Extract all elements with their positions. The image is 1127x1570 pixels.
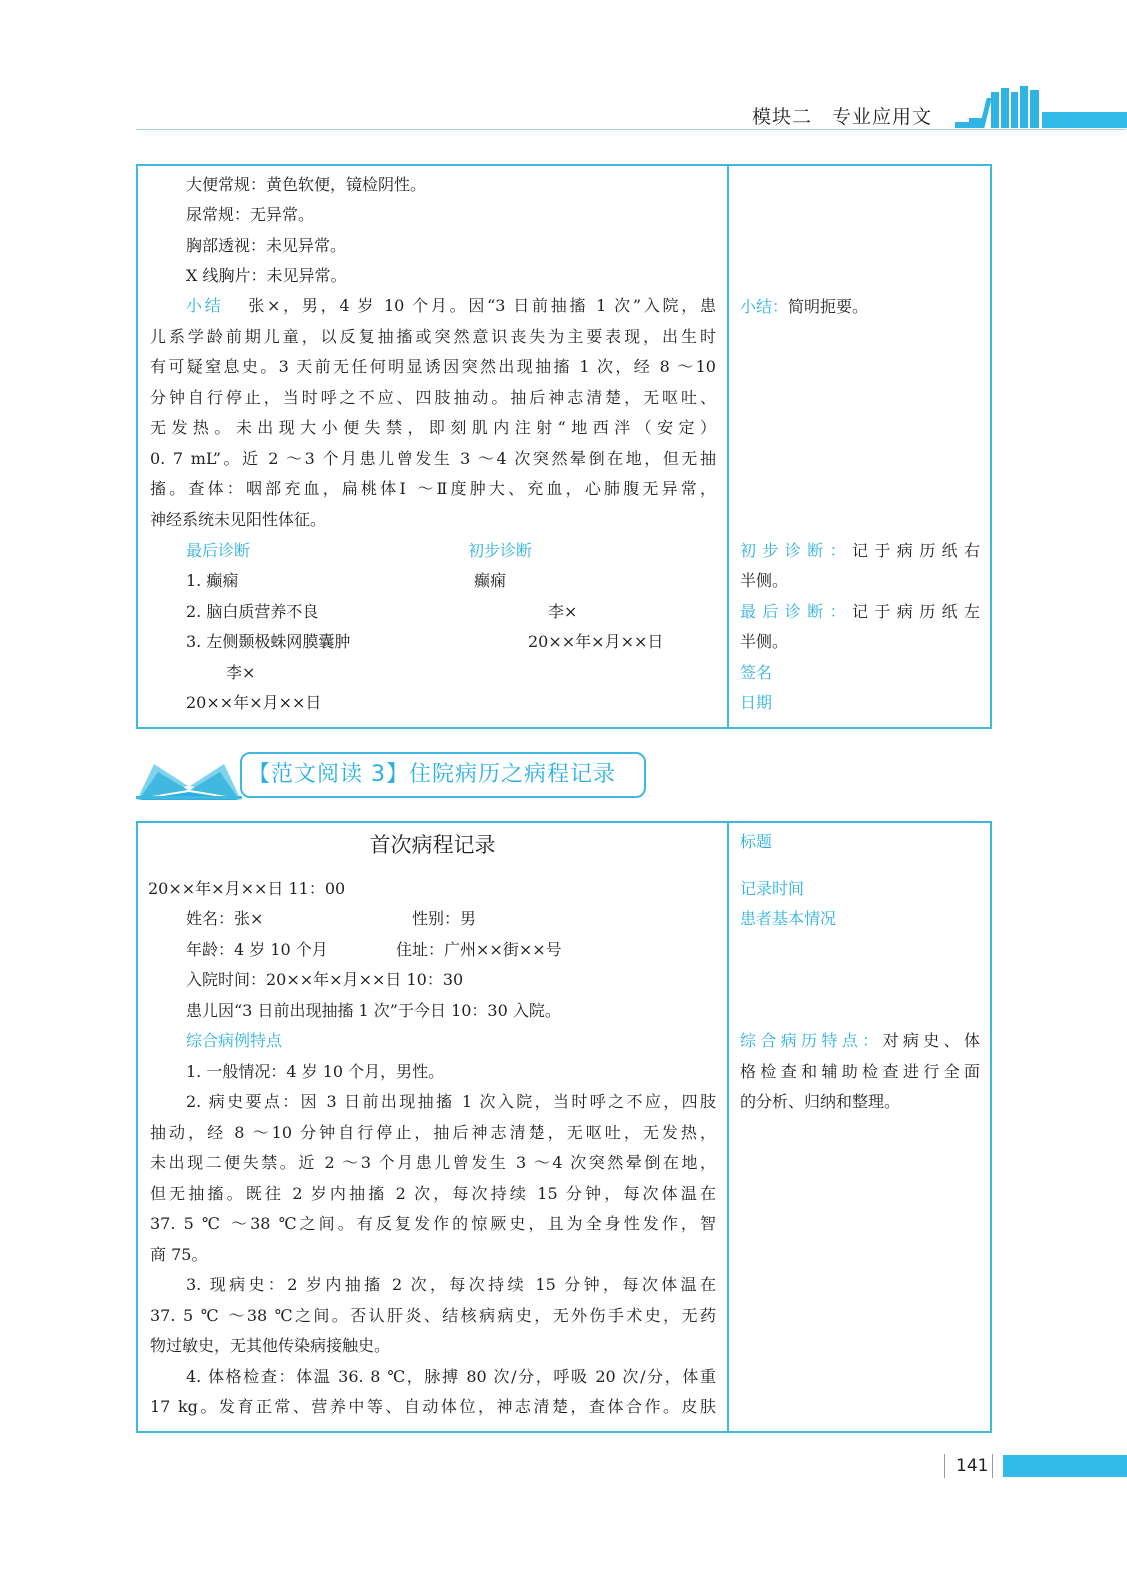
summary-line: 无发热。未出现大小便失禁，即刻肌内注射“地西泮（安定）	[150, 418, 716, 437]
record-time: 20××年×月××日 11：00	[148, 879, 346, 898]
features-note-cont: 格检查和辅助检查进行全面	[740, 1062, 980, 1081]
module-title: 模块二 专业应用文	[752, 106, 933, 128]
history-line: 抽动，经 8 ～10 分钟自行停止，抽后神志清楚，无呕吐，无发热，	[150, 1123, 716, 1142]
summary-line: 有可疑窒息史。3 天前无任何明显诱因突然出现抽搐 1 次，经 8 ～10	[150, 357, 716, 376]
stool-test: 大便常规：黄色软便，镜检阴性。	[186, 175, 427, 194]
history-line: 37. 5 ℃ ～38 ℃之间。有反复发作的惊厥史，且为全身性发作，智	[150, 1214, 716, 1233]
column-divider	[727, 823, 729, 1431]
history-line: 但无抽搐。既往 2 岁内抽搐 2 次，每次持续 15 分钟，每次体温在	[150, 1184, 716, 1203]
final-diagnosis-item: 2. 脑白质营养不良	[186, 602, 319, 621]
present-illness-line: 37. 5 ℃ ～38 ℃之间。否认肝炎、结核病病史，无外伤手术史，无药	[150, 1306, 716, 1325]
final-note-cont: 半侧。	[740, 632, 789, 651]
summary-line: 0. 7 mL”。近 2 ～3 个月患儿曾发生 3 ～4 次突然晕倒在地，但无抽	[150, 449, 716, 468]
section-title: 【范文阅读 3】住院病历之病程记录	[240, 752, 646, 798]
initial-date: 20××年×月××日	[528, 632, 664, 651]
section-underline	[136, 796, 242, 799]
footer-accent-bar	[1003, 1455, 1127, 1477]
history-line: 未出现二便失禁。近 2 ～3 个月患儿曾发生 3 ～4 次突然晕倒在地，	[150, 1153, 716, 1172]
final-diagnosis-label: 最后诊断	[186, 541, 251, 560]
summary-line: 神经系统未见阳性体征。	[150, 510, 327, 529]
title-note: 标题	[740, 832, 773, 851]
final-signature: 李×	[226, 663, 256, 682]
physical-exam-line: 17 kg。发育正常、营养中等、自动体位，神志清楚，查体合作。皮肤	[150, 1397, 716, 1416]
patient-sex: 性别：男	[412, 909, 477, 928]
initial-diagnosis-label: 初步诊断	[468, 541, 533, 560]
present-illness-line: 物过敏史，无其他传染病接触史。	[150, 1336, 391, 1355]
books-decoration-icon	[955, 86, 1041, 128]
summary-line: 搐。查体：咽部充血，扁桃体Ⅰ ～Ⅱ度肿大、充血，心肺腹无异常，	[150, 479, 716, 498]
time-note: 记录时间	[740, 879, 805, 898]
final-date: 20××年×月××日	[186, 693, 322, 712]
summary-line: 分钟自行停止，当时呼之不应、四肢抽动。抽后神志清楚，无呕吐、	[150, 388, 716, 407]
admit-time: 入院时间：20××年×月××日 10：30	[186, 970, 464, 989]
summary-first-line: 小结 张×，男，4 岁 10 个月。因“3 日前抽搐 1 次”入院，患	[186, 296, 716, 315]
case-summary-box	[136, 164, 992, 729]
header-accent-bar	[1042, 112, 1127, 128]
admit-reason: 患儿因“3 日前出现抽搐 1 次”于今日 10：30 入院。	[186, 1001, 561, 1020]
initial-note: 初步诊断：记于病历纸右	[740, 541, 980, 560]
history-line: 商 75。	[150, 1245, 208, 1264]
final-diagnosis-item: 1. 癫痫	[186, 571, 239, 590]
page-number: 141	[956, 1456, 989, 1476]
record-title: 首次病程记录	[369, 833, 496, 857]
features-note: 综合病历特点：对病史、体	[740, 1031, 980, 1050]
date-note: 日期	[740, 693, 773, 712]
summary-label: 小结	[186, 296, 224, 315]
features-note-cont: 的分析、归纳和整理。	[740, 1092, 901, 1111]
patient-age: 年龄：4 岁 10 个月	[186, 940, 328, 959]
patient-address: 住址：广州××街××号	[396, 940, 562, 959]
summary-note: 小结：简明扼要。	[740, 297, 869, 316]
patient-name: 姓名：张×	[186, 909, 264, 928]
final-diagnosis-item: 3. 左侧颞极蛛网膜囊肿	[186, 632, 351, 651]
header-rule	[136, 129, 1126, 130]
history-line: 2. 病史要点：因 3 日前出现抽搐 1 次入院，当时呼之不应，四肢	[186, 1092, 716, 1111]
present-illness-line: 3. 现病史：2 岁内抽搐 2 次，每次持续 15 分钟，每次体温在	[186, 1275, 716, 1294]
open-book-icon	[136, 756, 242, 800]
progress-record-box	[136, 821, 992, 1433]
initial-signature: 李×	[548, 602, 578, 621]
page-separator	[992, 1454, 993, 1478]
basic-info-note: 患者基本情况	[740, 909, 837, 928]
column-divider	[727, 166, 729, 727]
final-note: 最后诊断：记于病历纸左	[740, 602, 980, 621]
page-separator	[944, 1454, 945, 1478]
general-info: 1. 一般情况：4 岁 10 个月，男性。	[186, 1062, 445, 1081]
urine-test: 尿常规：无异常。	[186, 205, 315, 224]
chest-xray: X 线胸片：未见异常。	[186, 266, 347, 285]
sign-note: 签名	[740, 663, 773, 682]
initial-note-cont: 半侧。	[740, 571, 789, 590]
chest-fluoroscopy: 胸部透视：未见异常。	[186, 236, 347, 255]
features-label: 综合病例特点	[186, 1031, 283, 1050]
initial-diagnosis-item: 癫痫	[474, 571, 507, 590]
physical-exam-line: 4. 体格检查：体温 36. 8 ℃，脉搏 80 次/分，呼吸 20 次/分，体重	[186, 1367, 716, 1386]
summary-line: 儿系学龄前期儿童，以反复抽搐或突然意识丧失为主要表现，出生时	[150, 327, 716, 346]
